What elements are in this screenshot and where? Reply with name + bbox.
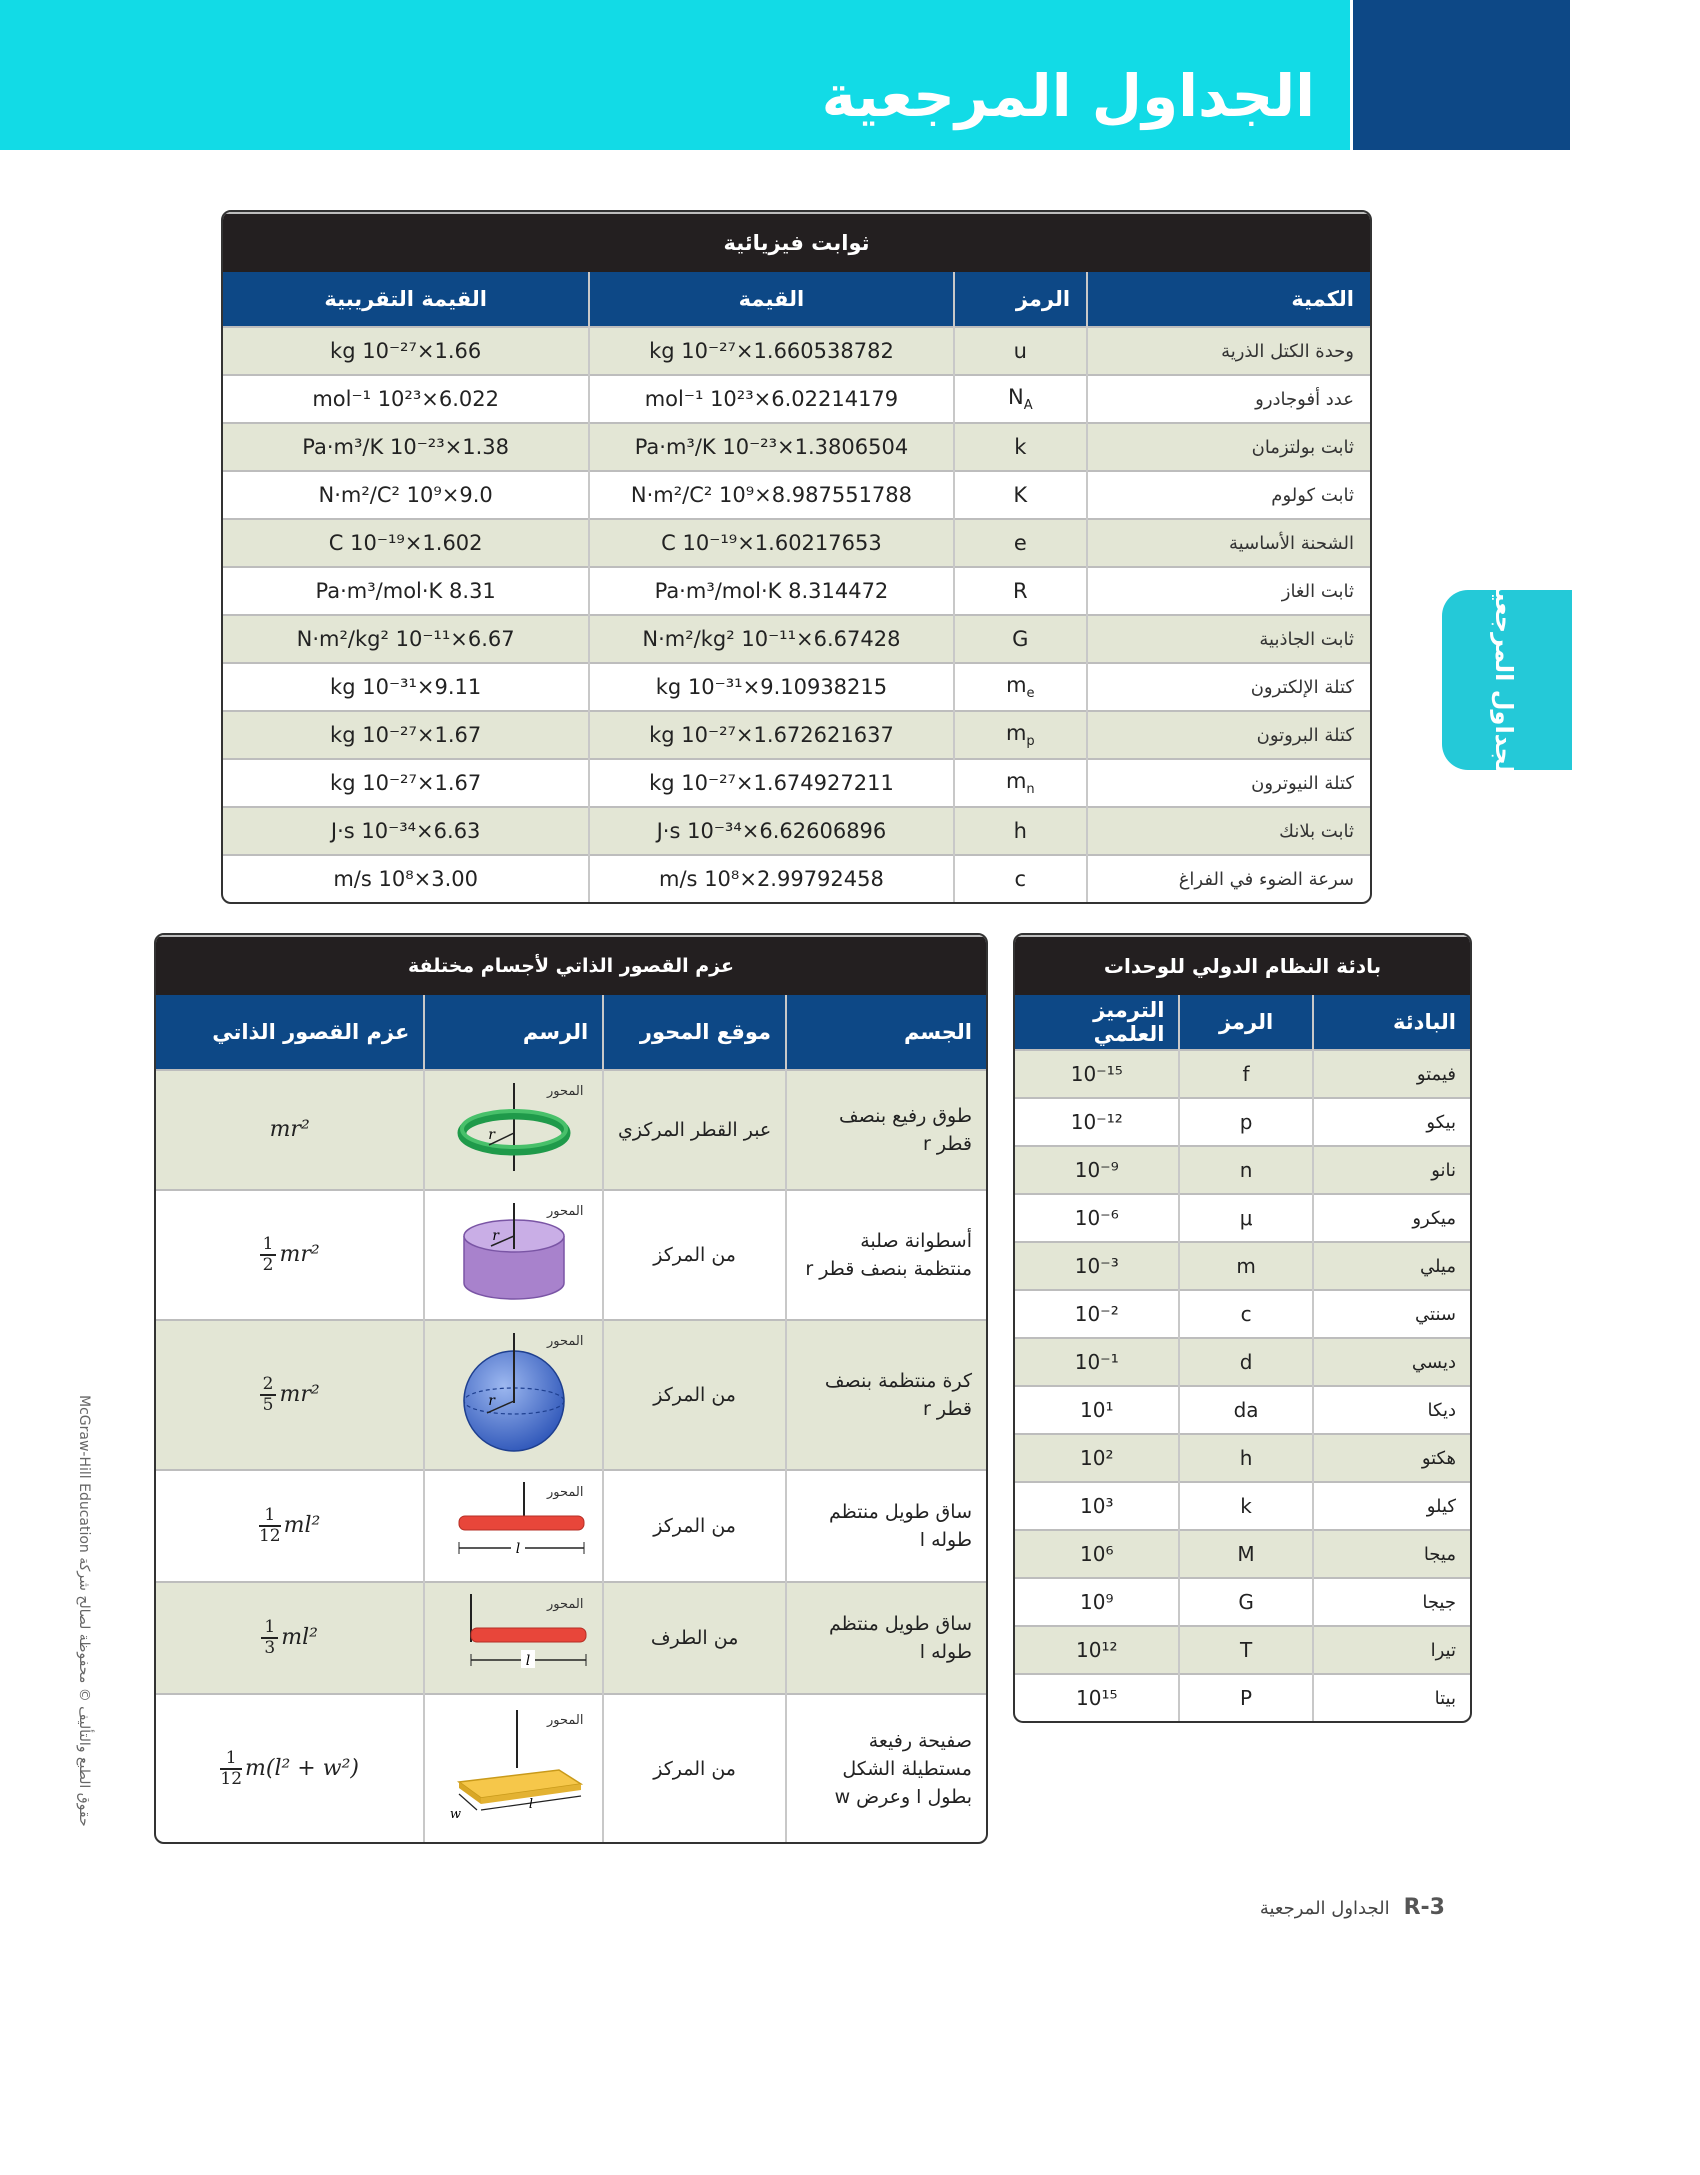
symbol: $m_p$ [954, 711, 1087, 759]
prefix-name: بيكو [1313, 1098, 1470, 1146]
formula-expression: mr² [269, 1117, 310, 1142]
prefix-symbol: n [1179, 1146, 1312, 1194]
svg-text:l: l [528, 1796, 533, 1812]
scientific-notation: 10⁻¹⁵ [1015, 1050, 1179, 1098]
quantity-name: سرعة الضوء في الفراغ [1087, 855, 1370, 902]
scientific-notation: 10² [1015, 1434, 1179, 1482]
column-header: موقع المحور [603, 995, 786, 1070]
column-header: الرسم [424, 995, 603, 1070]
fraction-denominator: 12 [220, 1768, 243, 1789]
svg-text:المحور: المحور [546, 1204, 584, 1219]
symbol-subscript: e [1026, 686, 1035, 702]
column-header: الكمية [1087, 272, 1370, 327]
approx-value: 3.00×10⁸ m/s [223, 855, 589, 902]
axis-location: من المركز [603, 1320, 786, 1470]
rod-center-drawing [424, 1470, 603, 1582]
exact-value: 8.314472 Pa·m³/mol·K [589, 567, 953, 615]
axis-location: من المركز [603, 1694, 786, 1842]
scientific-notation: 10⁻⁶ [1015, 1194, 1179, 1242]
exact-value: 1.660538782×10⁻²⁷ kg [589, 327, 953, 375]
scientific-notation: 10⁹ [1015, 1578, 1179, 1626]
scientific-notation: 10¹² [1015, 1626, 1179, 1674]
svg-text:r: r [488, 1127, 495, 1143]
object-description: ساق طويل منتظم طوله l [786, 1582, 986, 1694]
approx-value: 8.31 Pa·m³/mol·K [223, 567, 589, 615]
table-row [156, 1190, 986, 1320]
moment-of-inertia-table [154, 933, 988, 1844]
formula-expression: mr² [279, 1242, 320, 1267]
prefix-name: ميجا [1313, 1530, 1470, 1578]
fraction [259, 1506, 281, 1546]
column-header: الترميز العلمي [1015, 995, 1179, 1050]
column-header: البادئة [1313, 995, 1470, 1050]
symbol: K [954, 471, 1087, 519]
table-row [1015, 1242, 1470, 1290]
fraction-numerator: 1 [261, 1618, 278, 1639]
table-row [223, 663, 1370, 711]
side-tab[interactable] [1442, 577, 1572, 783]
column-header: عزم القصور الذاتي [156, 995, 424, 1070]
svg-text:المحور: المحور [546, 1597, 584, 1612]
table-row [1015, 1098, 1470, 1146]
quantity-name: ثابت الجاذبية [1087, 615, 1370, 663]
object-description: أسطوانة صلبة منتظمة بنصف قطر r [786, 1190, 986, 1320]
axis-location: من المركز [603, 1190, 786, 1320]
prefix-symbol: μ [1179, 1194, 1312, 1242]
svg-text:r: r [492, 1228, 499, 1244]
prefix-symbol: h [1179, 1434, 1312, 1482]
physical-constants-table [221, 210, 1372, 904]
svg-text:l: l [515, 1541, 521, 1557]
prefix-name: سنتي [1313, 1290, 1470, 1338]
fraction-denominator: 12 [258, 1526, 281, 1546]
column-header: القيمة التقريبية [223, 272, 589, 327]
approx-value: 1.66×10⁻²⁷ kg [223, 327, 589, 375]
prefix-symbol: d [1179, 1338, 1312, 1386]
table-row [223, 327, 1370, 375]
prefix-name: ميكرو [1313, 1194, 1470, 1242]
table-row [1015, 1530, 1470, 1578]
scientific-notation: 10⁻³ [1015, 1242, 1179, 1290]
exact-value: 1.60217653×10⁻¹⁹ C [589, 519, 953, 567]
table-row [1015, 1434, 1470, 1482]
symbol: $m_e$ [954, 663, 1087, 711]
table-title: ثوابت فيزيائية [223, 213, 1370, 272]
si-prefix-table [1013, 933, 1472, 1723]
prefix-symbol: T [1179, 1626, 1312, 1674]
prefix-name: ديسي [1313, 1338, 1470, 1386]
formula-expression: ml² [281, 1625, 318, 1650]
prefix-symbol: f [1179, 1050, 1312, 1098]
prefix-name: ديكا [1313, 1386, 1470, 1434]
scientific-notation: 10⁻¹ [1015, 1338, 1179, 1386]
symbol: $N_A$ [954, 375, 1087, 423]
symbol-subscript: p [1026, 734, 1035, 750]
table-row [223, 759, 1370, 807]
table-row [156, 1070, 986, 1190]
table-title: عزم القصور الذاتي لأجسام مختلفة [156, 936, 986, 995]
symbol: k [954, 423, 1087, 471]
approx-value: 9.11×10⁻³¹ kg [223, 663, 589, 711]
symbol: h [954, 807, 1087, 855]
table-row [223, 615, 1370, 663]
fraction-numerator: 2 [260, 1375, 277, 1396]
scientific-notation: 10⁻¹² [1015, 1098, 1179, 1146]
svg-text:المحور: المحور [546, 1334, 584, 1349]
table-row [1015, 1674, 1470, 1721]
svg-text:المحور: المحور [546, 1485, 584, 1500]
prefix-name: كيلو [1313, 1482, 1470, 1530]
prefix-name: جيجا [1313, 1578, 1470, 1626]
prefix-symbol: da [1179, 1386, 1312, 1434]
exact-value: 6.62606896×10⁻³⁴ J·s [589, 807, 953, 855]
quantity-name: عدد أفوجادرو [1087, 375, 1370, 423]
quantity-name: وحدة الكتل الذرية [1087, 327, 1370, 375]
quantity-name: كتلة البروتون [1087, 711, 1370, 759]
fraction-numerator: 1 [260, 1235, 277, 1256]
prefix-name: ميلي [1313, 1242, 1470, 1290]
object-description: صفيحة رفيعة مستطيلة الشكل بطول l وعرض w [786, 1694, 986, 1842]
symbol-subscript: n [1026, 782, 1035, 798]
exact-value: 6.02214179×10²³ mol⁻¹ [589, 375, 953, 423]
exact-value: 6.67428×10⁻¹¹ N·m²/kg² [589, 615, 953, 663]
exact-value: 1.672621637×10⁻²⁷ kg [589, 711, 953, 759]
quantity-name: كتلة الإلكترون [1087, 663, 1370, 711]
table-row [223, 471, 1370, 519]
formula-expression: mr² [279, 1382, 320, 1407]
table-row [156, 1320, 986, 1470]
prefix-symbol: M [1179, 1530, 1312, 1578]
scientific-notation: 10³ [1015, 1482, 1179, 1530]
table-row [1015, 1626, 1470, 1674]
quantity-name: ثابت الغاز [1087, 567, 1370, 615]
exact-value: 2.99792458×10⁸ m/s [589, 855, 953, 902]
symbol: c [954, 855, 1087, 902]
table-row [1015, 1338, 1470, 1386]
axis-location: من الطرف [603, 1582, 786, 1694]
prefix-name: نانو [1313, 1146, 1470, 1194]
table-row [1015, 1194, 1470, 1242]
moment-formula [156, 1470, 424, 1582]
exact-value: 1.674927211×10⁻²⁷ kg [589, 759, 953, 807]
header-accent [1353, 0, 1570, 150]
prefix-name: هكتو [1313, 1434, 1470, 1482]
approx-value: 1.67×10⁻²⁷ kg [223, 711, 589, 759]
svg-text:r: r [488, 1393, 495, 1409]
table-row [1015, 1146, 1470, 1194]
fraction [220, 1749, 242, 1789]
fraction-denominator: 3 [264, 1638, 276, 1658]
axis-location: عبر القطر المركزي [603, 1070, 786, 1190]
object-description: ساق طويل منتظم طوله l [786, 1470, 986, 1582]
svg-text:المحور: المحور [546, 1084, 584, 1099]
table-row [1015, 1482, 1470, 1530]
table-row [1015, 1050, 1470, 1098]
fraction-numerator: 1 [259, 1506, 281, 1527]
approx-value: 1.38×10⁻²³ Pa·m³/K [223, 423, 589, 471]
symbol-subscript: A [1023, 398, 1033, 414]
symbol: u [954, 327, 1087, 375]
table-row [1015, 1290, 1470, 1338]
object-description: طوق رفيع بنصف قطر r [786, 1070, 986, 1190]
prefix-symbol: k [1179, 1482, 1312, 1530]
table-row [156, 1582, 986, 1694]
approx-value: 1.67×10⁻²⁷ kg [223, 759, 589, 807]
prefix-symbol: P [1179, 1674, 1312, 1721]
table-row [1015, 1578, 1470, 1626]
table-row [156, 1470, 986, 1582]
fraction [260, 1375, 277, 1415]
moment-formula [156, 1190, 424, 1320]
footer-text: الجداول المرجعية [1259, 1898, 1390, 1919]
page-number: R-3 [1403, 1895, 1445, 1920]
scientific-notation: 10⁶ [1015, 1530, 1179, 1578]
column-header: الرمز [1179, 995, 1312, 1050]
table-row [156, 1694, 986, 1842]
moment-formula [156, 1070, 424, 1190]
prefix-symbol: c [1179, 1290, 1312, 1338]
exact-value: 8.987551788×10⁹ N·m²/C² [589, 471, 953, 519]
approx-value: 9.0×10⁹ N·m²/C² [223, 471, 589, 519]
moment-formula [156, 1320, 424, 1470]
fraction-denominator: 5 [262, 1395, 274, 1415]
table-row [223, 519, 1370, 567]
plate-drawing [424, 1694, 603, 1842]
svg-text:l: l [525, 1653, 531, 1669]
scientific-notation: 10⁻⁹ [1015, 1146, 1179, 1194]
fraction [260, 1235, 277, 1275]
symbol: R [954, 567, 1087, 615]
prefix-name: بيتا [1313, 1674, 1470, 1721]
approx-value: 6.022×10²³ mol⁻¹ [223, 375, 589, 423]
quantity-name: كتلة النيوترون [1087, 759, 1370, 807]
moment-formula [156, 1694, 424, 1842]
quantity-name: ثابت كولوم [1087, 471, 1370, 519]
column-header: الجسم [786, 995, 986, 1070]
object-description: كرة منتظمة بنصف قطر r [786, 1320, 986, 1470]
table-row [1015, 1386, 1470, 1434]
fraction-numerator: 1 [220, 1749, 242, 1770]
copyright-credit: McGraw-Hill Education حقوق الطبع والتأليف © محفوظة لصالح شركة [76, 1395, 92, 1827]
page-title: الجداول المرجعية [821, 62, 1315, 130]
rod-end-drawing [424, 1582, 603, 1694]
moment-formula [156, 1582, 424, 1694]
exact-value: 1.3806504×10⁻²³ Pa·m³/K [589, 423, 953, 471]
table-row [223, 855, 1370, 902]
approx-value: 6.67×10⁻¹¹ N·m²/kg² [223, 615, 589, 663]
fraction [261, 1618, 278, 1658]
exact-value: 9.10938215×10⁻³¹ kg [589, 663, 953, 711]
approx-value: 1.602×10⁻¹⁹ C [223, 519, 589, 567]
quantity-name: ثابت بولتزمان [1087, 423, 1370, 471]
prefix-symbol: p [1179, 1098, 1312, 1146]
table-row [223, 423, 1370, 471]
table-row [223, 807, 1370, 855]
formula-expression: m(l² + w²) [245, 1755, 359, 1781]
fraction-denominator: 2 [262, 1255, 274, 1275]
quantity-name: ثابت بلانك [1087, 807, 1370, 855]
scientific-notation: 10⁻² [1015, 1290, 1179, 1338]
prefix-symbol: m [1179, 1242, 1312, 1290]
quantity-name: الشحنة الأساسية [1087, 519, 1370, 567]
hoop-drawing [424, 1070, 603, 1190]
table-title: بادئة النظام الدولي للوحدات [1015, 936, 1470, 995]
prefix-name: تيرا [1313, 1626, 1470, 1674]
table-row [223, 711, 1370, 759]
table-row [223, 375, 1370, 423]
svg-text:w: w [449, 1806, 461, 1822]
approx-value: 6.63×10⁻³⁴ J·s [223, 807, 589, 855]
prefix-name: فيمتو [1313, 1050, 1470, 1098]
side-tab-label: الجداول المرجعية [1490, 577, 1518, 783]
formula-expression: ml² [283, 1513, 321, 1538]
svg-text:المحور: المحور [546, 1712, 584, 1728]
symbol: $m_n$ [954, 759, 1087, 807]
prefix-symbol: G [1179, 1578, 1312, 1626]
column-header: القيمة [589, 272, 953, 327]
scientific-notation: 10¹ [1015, 1386, 1179, 1434]
axis-location: من المركز [603, 1470, 786, 1582]
page-footer [1160, 1895, 1445, 1920]
cylinder-drawing [424, 1190, 603, 1320]
scientific-notation: 10¹⁵ [1015, 1674, 1179, 1721]
sphere-drawing [424, 1320, 603, 1470]
symbol: G [954, 615, 1087, 663]
symbol: e [954, 519, 1087, 567]
column-header: الرمز [954, 272, 1087, 327]
table-row [223, 567, 1370, 615]
